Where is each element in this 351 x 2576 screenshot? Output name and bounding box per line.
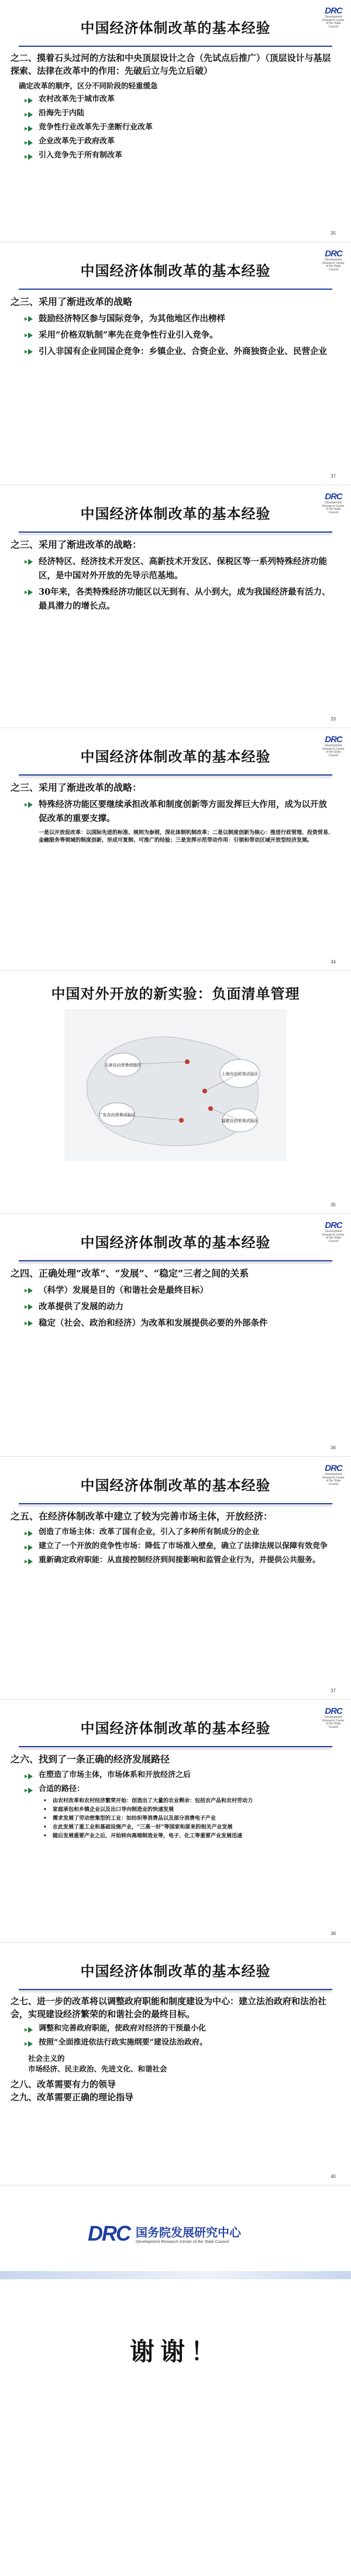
list-item: （科学）发展是目的（和谐社会是最终目标）	[28, 1284, 333, 1298]
chevron-icon	[28, 349, 33, 355]
page-number: 35	[331, 1202, 336, 1208]
page-number: 37	[331, 1688, 336, 1693]
list-item: 改革提供了发展的动力	[28, 1300, 333, 1314]
list-item: 采用“价格双轨制”率先在竞争性行业引入竞争。	[28, 328, 333, 342]
chevron-icon	[28, 1320, 33, 1326]
chevron-icon	[28, 802, 33, 808]
sub-item: • 随后发展重要产业之后，开始转向高端制造业等，电子、化工等重要产业发展迅速	[43, 1833, 243, 1839]
slide-title: 中国经济体制改革的基本经验	[80, 748, 271, 765]
slide-title: 中国经济体制改革的基本经验	[80, 1720, 271, 1737]
sub-item: • 在此发展了重工业和基础设施产业，“三高一好”等国家和原来的相关产业发展	[43, 1824, 233, 1830]
chevron-icon	[28, 559, 33, 565]
section-heading: 之六、找到了一条正确的经济发展路径	[11, 1754, 170, 1765]
list-item: 重新确定政府职能：从直接控制经济到间接影响和监管企业行为，并提供公共服务。	[28, 1555, 333, 1566]
detail-text: 一是以开放促改革：以国际先进的标准、规则为参照，深化体制机制改革；二是以制度创新为核心：推进行政管理、投资贸易、金融服务等领域的制度创新，形成可复制、可推广的经验；三是发挥示范带动作用：引领和带动区域开放型经济发展。	[39, 830, 334, 843]
title-rule	[19, 1260, 332, 1261]
title-rule	[19, 1746, 332, 1747]
chevron-icon	[28, 98, 33, 104]
drc-logo: DRC Development Research Center of the State Council	[322, 6, 345, 29]
section-heading: 之四、正确处理“改革”、“发展”、“稳定”三者之间的关系	[11, 1268, 249, 1279]
chevron-icon	[28, 1788, 33, 1793]
section-heading: 之七、进一步的改革将以调整政府职能和制度建设为中心：建立法治政府和法治社会，实现建设经济繁荣的和谐社会的最终目标。	[11, 1996, 327, 2019]
title-rule	[19, 1989, 332, 1990]
china-map-image	[64, 1009, 287, 1161]
chevron-icon	[28, 1559, 33, 1565]
slide-title: 中国经济体制改革的基本经验	[80, 1477, 271, 1494]
section-heading: 之三、采用了渐进改革的战略：	[11, 539, 142, 550]
list-item: 稳定（社会、政治和经济）为改革和发展提供必要的外部条件	[28, 1316, 333, 1330]
list-item: 引入非国有企业同国企竞争：乡镇企业、合资企业、外商独资企业、民营企业	[28, 345, 333, 359]
title-rule	[19, 1503, 332, 1504]
section-heading: 之九、改革需要正确的理论指导	[11, 2092, 134, 2102]
sub-item: • 由农村改革和农村经济繁荣开始：创造出了大量的农业剩余：包括农产品和农村劳动力	[43, 1798, 253, 1804]
drc-logo: DRC Development Research Center of the State Council	[322, 1706, 345, 1729]
page-number: 36	[331, 1445, 336, 1450]
chevron-icon	[28, 112, 33, 118]
extra-text: 社会主义的 市场经济、民主政治、先进文化、和谐社会	[28, 2054, 167, 2073]
page-number: 40	[331, 2174, 336, 2179]
title-rule	[19, 531, 332, 533]
page-number: 37	[331, 474, 336, 479]
drc-logo: DRC Development Research Center of the State Council	[322, 1463, 345, 1486]
slide-3	[0, 486, 351, 728]
slide-9	[0, 1943, 351, 2186]
list-item: 建立了一个开放的竞争性市场：降低了市场准入壁垒，确立了法律法规以保障有效竞争	[28, 1541, 333, 1552]
page-number: 35	[331, 231, 336, 236]
list-item: 鼓励经济特区参与国际竞争，为其他地区作出榜样	[28, 312, 333, 326]
drc-logo: DRC Development Research Center of the State Council	[322, 1220, 345, 1243]
list-item: 调整和完善政府职能，使政府对经济的干预最小化	[28, 2023, 333, 2035]
chevron-icon	[28, 1774, 33, 1779]
list-item: 经济特区、经济技术开发区、高新技术开发区、保税区等一系列特殊经济功能区，是中国对外开放的先导示范基地。	[28, 555, 333, 583]
section-heading: 之三、采用了渐进改革的战略：	[11, 782, 142, 793]
list-item: 沿海先于内陆	[28, 108, 333, 119]
list-item: 合适的路径：	[28, 1783, 333, 1795]
map-graphic	[64, 1009, 287, 1161]
slide-2	[0, 243, 351, 485]
slide-title: 中国经济体制改革的基本经验	[80, 19, 271, 36]
list-item: 特殊经济功能区要继续承担改革和制度创新等方面发挥巨大作用，成为以开放促改革的重要支撑。	[28, 798, 333, 826]
title-rule	[19, 46, 332, 47]
slide-title: 中国经济体制改革的基本经验	[80, 1234, 271, 1251]
intro-text: 确定改革的顺序，区分不同阶段的轻重缓急	[19, 81, 158, 90]
title-rule	[19, 774, 332, 776]
list-item: 竞争性行业改革先于垄断行业改革	[28, 122, 333, 133]
slide-4	[0, 729, 351, 971]
map-label: 天津自由贸易试验区	[104, 1063, 142, 1068]
page-number: 33	[331, 716, 336, 722]
slide-7	[0, 1457, 351, 1700]
chevron-icon	[28, 1531, 33, 1536]
slide-8	[0, 1700, 351, 1943]
list-item: 在塑造了市场主体，市场体系和开放经济之后	[28, 1769, 333, 1781]
slide-title: 中国经济体制改革的基本经验	[80, 1963, 271, 1980]
section-heading: 之八、改革需要有力的领导	[11, 2079, 116, 2090]
sub-item: • 需求发展了劳动密集型的工业：如纺织等消费品以及部分消费电子产业	[43, 1816, 216, 1822]
chevron-icon	[28, 1288, 33, 1294]
slide-6	[0, 1215, 351, 1457]
list-item: 农村改革先于城市改革	[28, 94, 333, 105]
chevron-icon	[28, 589, 33, 595]
chevron-icon	[28, 2027, 33, 2033]
slide-title: 中国经济体制改革的基本经验	[80, 262, 271, 279]
chevron-icon	[28, 126, 33, 132]
slide-title: 中国对外开放的新实验：负面清单管理	[51, 985, 300, 1002]
section-heading: 之三、采用了渐进改革的战略	[11, 296, 133, 307]
slide-5	[0, 972, 351, 1214]
map-label: 上海自由贸易试验区	[221, 1072, 259, 1076]
slide-1	[0, 0, 351, 242]
drc-banner-logo: DRC 国务院发展研究中心 Development Research Center of the State Council	[88, 2221, 241, 2245]
chevron-icon	[28, 140, 33, 146]
chevron-icon	[28, 1304, 33, 1310]
thanks-text: 谢谢！	[129, 2337, 221, 2366]
chevron-icon	[28, 332, 33, 338]
title-rule	[19, 289, 332, 290]
decorative-band	[0, 2271, 351, 2279]
list-item: 按照“全面推进依法行政实施纲要”建设法治政府。	[28, 2037, 333, 2049]
page-number: 38	[331, 1931, 336, 1936]
list-item: 引入竞争先于所有制改革	[28, 150, 333, 162]
chevron-icon	[28, 154, 33, 160]
map-label: 福建自由贸易试验区	[221, 1119, 259, 1123]
list-item: 企业改革先于政府改革	[28, 136, 333, 148]
list-item: 创造了市场主体：改革了国有企业，引入了多种所有制成分的企业	[28, 1527, 333, 1538]
slide-thanks	[0, 2186, 351, 2576]
chevron-icon	[28, 1545, 33, 1551]
sub-item: • 家庭承包和乡镇企业以及出口导向制造业的快速发展	[43, 1807, 174, 1813]
section-heading: 之二、摸着石头过河的方法和中央顶层设计之合（先试点后推广）（顶层设计与基层探索、法律在改革中的作用：先破后立与先立后破）	[11, 53, 331, 76]
chevron-icon	[28, 316, 33, 322]
drc-logo: DRC Development Research Center of the State Council	[322, 735, 345, 757]
section-heading: 之五、在经济体制改革中建立了较为完善市场主体，开放经济：	[11, 1511, 273, 1522]
map-label: 广东自由贸易试验区	[98, 1113, 136, 1117]
page-number: 34	[331, 959, 336, 965]
slide-title: 中国经济体制改革的基本经验	[80, 505, 271, 522]
drc-logo: DRC Development Research Center of the State Council	[322, 249, 345, 272]
list-item: 30年来，各类特殊经济功能区以无到有、从小到大，成为我国经济最有活力、最具潜力的增长点。	[28, 585, 333, 613]
chevron-icon	[28, 2041, 33, 2047]
drc-logo: DRC Development Research Center of the State Council	[322, 492, 345, 514]
